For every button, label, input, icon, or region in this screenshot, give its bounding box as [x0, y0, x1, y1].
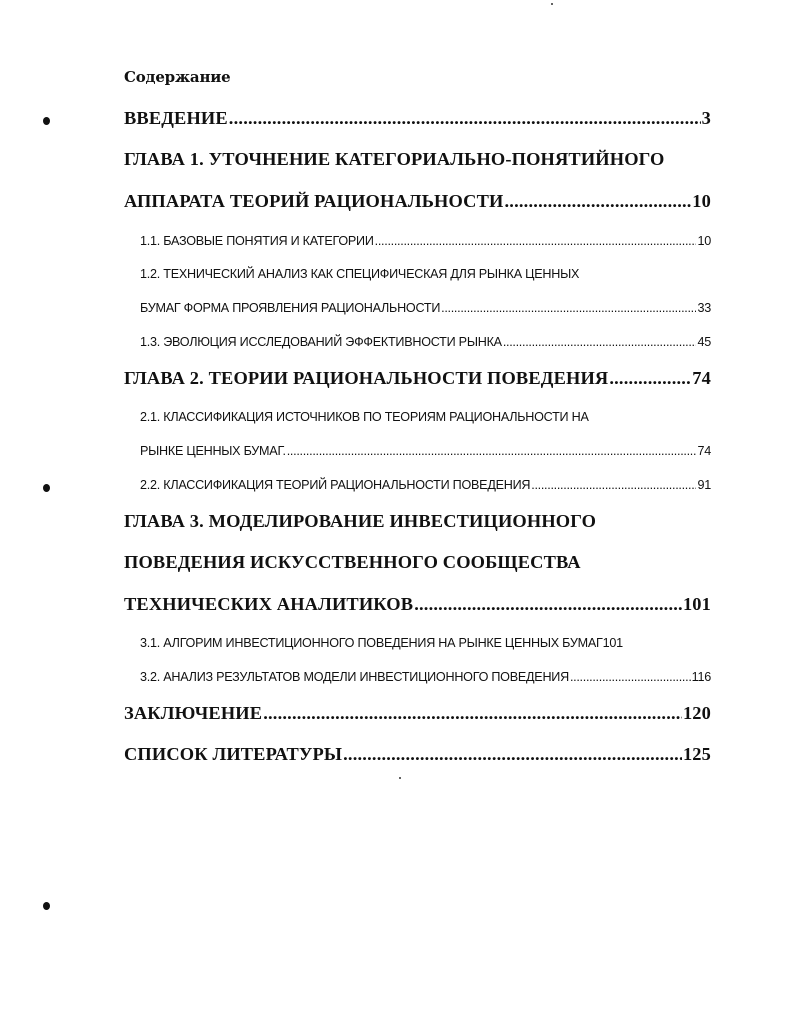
- dot-leader: [263, 703, 682, 724]
- toc-entry-page: 101: [682, 594, 711, 614]
- dot-leader: [375, 234, 697, 248]
- dot-leader: [441, 301, 696, 315]
- toc-entry-page: 10: [692, 191, 711, 211]
- toc-entry-section-1-1[interactable]: [140, 234, 711, 248]
- toc-entry-section-2-1-title[interactable]: 2.1. КЛАССИФИКАЦИЯ ИСТОЧНИКОВ ПО ТЕОРИЯМ РАЦИОНАЛЬНОСТИ НА: [140, 410, 589, 424]
- toc-entry-title: ТЕХНИЧЕСКИХ АНАЛИТИКОВ: [124, 594, 414, 614]
- toc-entry-title: СПИСОК ЛИТЕРАТУРЫ: [124, 744, 343, 764]
- toc-entry-section-2-1[interactable]: [140, 444, 711, 458]
- toc-entry-title: РЫНКЕ ЦЕННЫХ БУМАГ.: [140, 444, 286, 458]
- toc-entry-page: 3: [701, 108, 711, 128]
- toc-entry-title: АППАРАТА ТЕОРИЙ РАЦИОНАЛЬНОСТИ: [124, 191, 504, 211]
- toc-entry-section-2-2[interactable]: [140, 478, 711, 492]
- toc-entry-chapter-2[interactable]: [124, 368, 711, 389]
- punch-hole-mark: [43, 484, 50, 492]
- toc-entry-page: 33: [697, 301, 711, 315]
- toc-entry-chapter-1-title[interactable]: ГЛАВА 1. УТОЧНЕНИЕ КАТЕГОРИАЛЬНО-ПОНЯТИЙНОГО: [124, 149, 665, 169]
- dot-leader: [503, 335, 697, 349]
- toc-entry-chapter-1[interactable]: [124, 191, 711, 212]
- toc-entry-title: 2.2. КЛАССИФИКАЦИЯ ТЕОРИЙ РАЦИОНАЛЬНОСТИ ПОВЕДЕНИЯ: [140, 478, 531, 492]
- toc-entry-chapter-3-title-line-1[interactable]: ГЛАВА 3. МОДЕЛИРОВАНИЕ ИНВЕСТИЦИОННОГО: [124, 511, 597, 531]
- toc-entry-page: 101: [602, 636, 623, 650]
- toc-entry-title: 1.1. БАЗОВЫЕ ПОНЯТИЯ И КАТЕГОРИИ: [140, 234, 374, 248]
- dot-leader: [287, 444, 697, 458]
- toc-entry-page: 120: [682, 703, 711, 723]
- toc-entry-chapter-3[interactable]: [124, 594, 711, 615]
- toc-entry-title: ВВЕДЕНИЕ: [124, 108, 228, 128]
- toc-entry-chapter-3-title-line-2[interactable]: ПОВЕДЕНИЯ ИСКУССТВЕННОГО СООБЩЕСТВА: [124, 552, 581, 572]
- punch-hole-mark: [43, 117, 50, 125]
- punch-hole-mark: [43, 902, 50, 910]
- scan-speck: [399, 777, 401, 779]
- toc-entry-conclusion[interactable]: [124, 703, 711, 724]
- toc-entry-title: БУМАГ ФОРМА ПРОЯВЛЕНИЯ РАЦИОНАЛЬНОСТИ: [140, 301, 441, 315]
- toc-entry-section-3-1[interactable]: [140, 636, 711, 650]
- toc-entry-section-1-3[interactable]: [140, 335, 711, 349]
- toc-entry-title: 3.2. АНАЛИЗ РЕЗУЛЬТАТОВ МОДЕЛИ ИНВЕСТИЦИОННОГО ПОВЕДЕНИЯ: [140, 670, 569, 684]
- toc-entry-section-3-2[interactable]: [140, 670, 711, 684]
- dot-leader: [504, 191, 691, 212]
- toc-entry-introduction[interactable]: [124, 108, 711, 129]
- toc-entry-page: 74: [697, 444, 711, 458]
- toc-heading: Содержание: [124, 68, 231, 86]
- toc-entry-title: ГЛАВА 2. ТЕОРИИ РАЦИОНАЛЬНОСТИ ПОВЕДЕНИЯ: [124, 368, 609, 388]
- dot-leader: [229, 108, 701, 129]
- toc-entry-title: 3.1. АЛГОРИМ ИНВЕСТИЦИОННОГО ПОВЕДЕНИЯ НА РЫНКЕ ЦЕННЫХ БУМАГ: [140, 636, 603, 650]
- toc-entry-page: 116: [691, 670, 711, 684]
- toc-entry-section-1-2[interactable]: [140, 301, 711, 315]
- toc-entry-page: 45: [697, 335, 711, 349]
- scan-speck: [551, 3, 553, 5]
- dot-leader: [414, 594, 682, 615]
- toc-entry-page: 125: [682, 744, 711, 764]
- dot-leader: [343, 744, 682, 765]
- toc-entry-references[interactable]: [124, 744, 711, 765]
- toc-entry-section-1-2-title[interactable]: 1.2. ТЕХНИЧЕСКИЙ АНАЛИЗ КАК СПЕЦИФИЧЕСКАЯ ДЛЯ РЫНКА ЦЕННЫХ: [140, 267, 580, 281]
- toc-entry-page: 91: [697, 478, 711, 492]
- toc-entry-page: 10: [697, 234, 711, 248]
- dot-leader: [570, 670, 691, 684]
- toc-entry-title: 1.3. ЭВОЛЮЦИЯ ИССЛЕДОВАНИЙ ЭФФЕКТИВНОСТИ РЫНКА: [140, 335, 502, 349]
- dot-leader: [609, 368, 691, 389]
- dot-leader: [531, 478, 696, 492]
- toc-entry-page: 74: [692, 368, 711, 388]
- toc-entry-title: ЗАКЛЮЧЕНИЕ: [124, 703, 263, 723]
